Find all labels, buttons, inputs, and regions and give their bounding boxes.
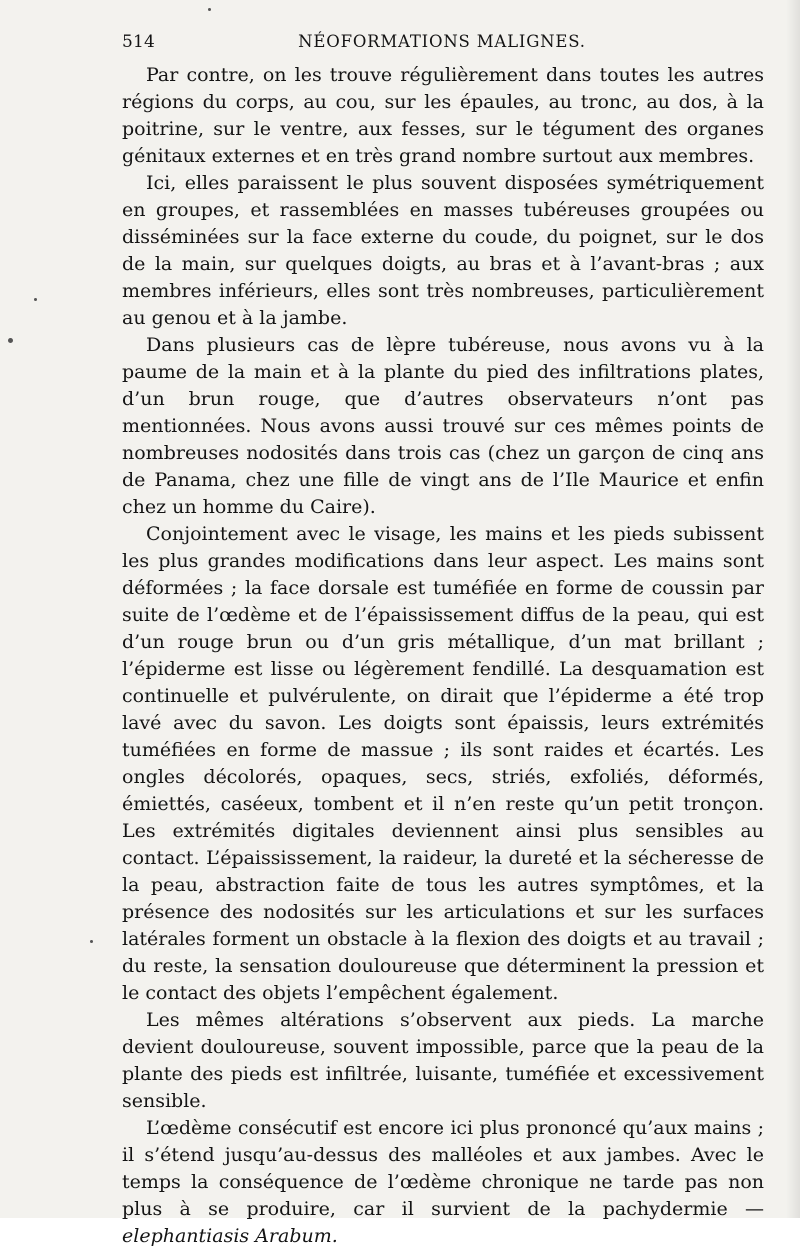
- page-number: 514: [122, 32, 156, 52]
- print-speck: [90, 940, 93, 943]
- print-speck: [208, 8, 211, 11]
- paragraph-text: L’œdème consécutif est encore ici plus prononcé qu’aux mains ; il s’étend jusqu’au-dessus des malléoles et aux jambes. Avec le temps la conséquence de l’œdème chronique ne tarde pas non plus à se produire, car il survient de la pachydermie —: [122, 1117, 764, 1220]
- italic-term: elephantiasis Arabum.: [122, 1225, 338, 1247]
- print-speck: [8, 338, 13, 343]
- paragraph: Dans plusieurs cas de lèpre tubéreuse, nous avons vu à la paume de la main et à la plante du pied des infiltrations plates, d’un brun rouge, que d’autres observateurs n’ont pas mentionnées. Nous avons aussi trouvé sur ces mêmes points de nombreuses nodosités dans trois cas (chez un garçon de cinq ans de Panama, chez une fille de vingt ans de l’Ile Maurice et enfin chez un homme du Caire).: [122, 334, 764, 518]
- running-head: [122, 30, 762, 54]
- running-title: NÉOFORMATIONS MALIGNES.: [298, 32, 586, 51]
- paragraph: Les mêmes altérations s’observent aux pieds. La marche devient douloureuse, souvent impossible, parce que la peau de la plante des pieds est infiltrée, luisante, tuméfiée et excessivement sensible.: [122, 1009, 764, 1112]
- print-speck: [34, 298, 37, 301]
- paragraph: Par contre, on les trouve régulièrement dans toutes les autres régions du corps, au cou, sur les épaules, au tronc, au dos, à la poitrine, sur le ventre, aux fesses, sur le tégument des organes génitaux externes et en très grand nombre surtout aux membres.: [122, 64, 764, 167]
- paragraph: Conjointement avec le visage, les mains et les pieds subissent les plus grandes modifications dans leur aspect. Les mains sont déformées ; la face dorsale est tuméfiée en forme de coussin par suite de l’œdème et de l’épaississement diffus de la peau, qui est d’un rouge brun ou d’un gris métallique, d’un mat brillant ; l’épiderme est lisse ou légèrement fendillé. La desquamation est continuelle et pulvérulente, on dirait que l’épiderme a été trop lavé avec du savon. Les doigts sont épaissis, leurs extrémités tuméfiées en forme de massue ; ils sont raides et écartés. Les ongles décolorés, opaques, secs, striés, exfoliés, déformés, émiettés, caséeux, tombent et il n’en reste qu’un petit tronçon. Les extrémités digitales deviennent ainsi plus sensibles au contact. L’épaississement, la raideur, la dureté et la sécheresse de la peau, abstraction faite de tous les autres symptômes, et la présence des nodosités sur les articulations et sur les surfaces latérales forment un obstacle à la flexion des doigts et au travail ; du reste, la sensation douloureuse que déterminent la pression et le contact des objets l’empêchent également.: [122, 523, 764, 1004]
- paragraph: [122, 1115, 764, 1250]
- body-text: [122, 62, 764, 1250]
- paragraph: Ici, elles paraissent le plus souvent disposées symétriquement en groupes, et rassemblées en masses tubéreuses groupées ou disséminées sur la face externe du coude, du poignet, sur le dos de la main, sur quelques doigts, au bras et à l’avant-bras ; aux membres inférieurs, elles sont très nombreuses, particulièrement au genou et à la jambe.: [122, 172, 764, 329]
